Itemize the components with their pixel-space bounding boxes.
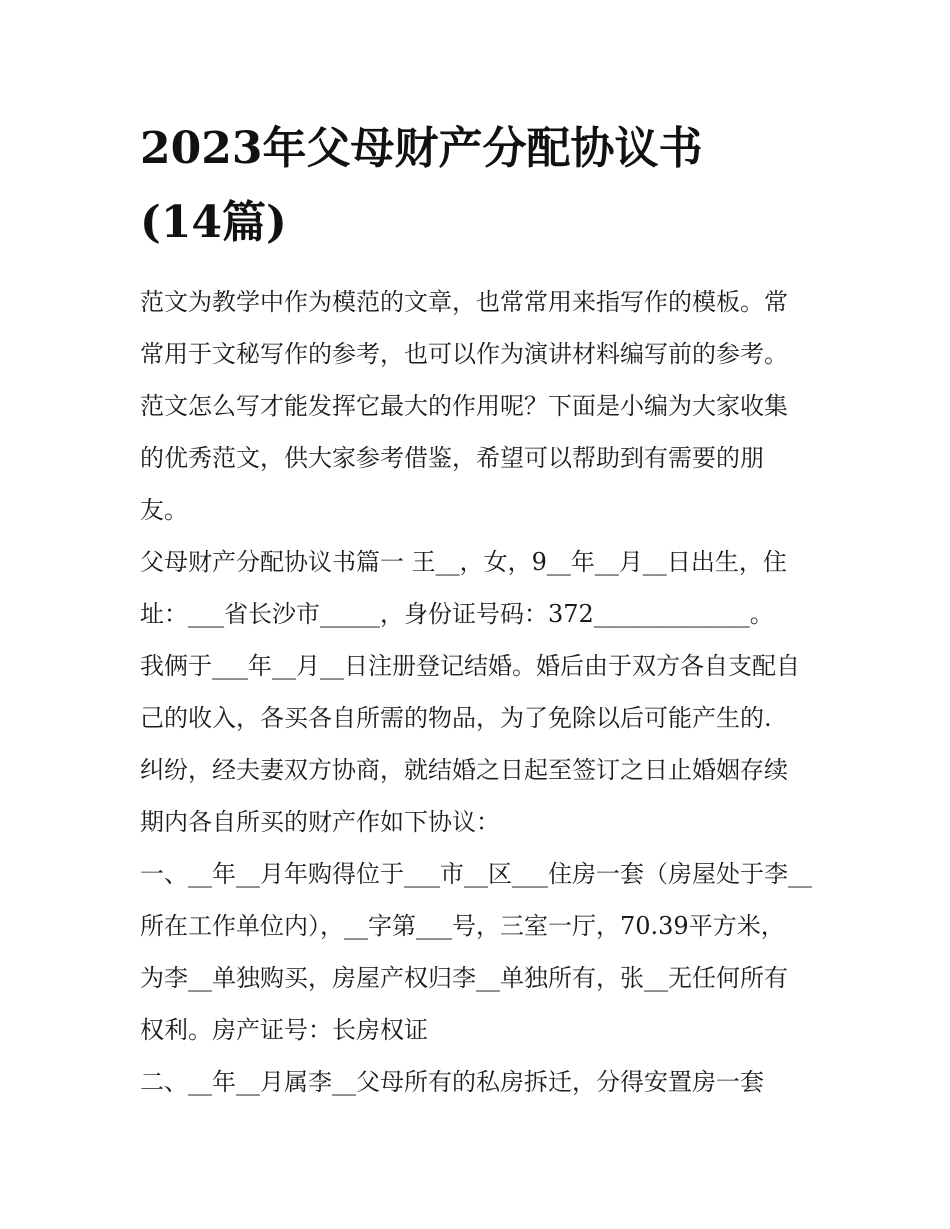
text-line: 所在工作单位内），__字第___号，三室一厅，70.39平方米， xyxy=(140,912,785,940)
text-line: 的优秀范文，供大家参考借鉴，希望可以帮助到有需要的朋 xyxy=(140,444,764,472)
text-line: 为李__单独购买，房屋产权归李__单独所有，张__无任何所有 xyxy=(140,964,788,992)
document-body xyxy=(140,276,820,1108)
text-line: 一、__年__月年购得位于___市__区___住房一套（房屋处于李__ xyxy=(140,860,812,888)
text-line: 父母财产分配协议书篇一 王__，女，9__年__月__日出生，住 xyxy=(140,548,787,576)
title-line-2: (14篇) xyxy=(140,197,287,248)
text-line: 常用于文秘写作的参考，也可以作为演讲材料编写前的参考。 xyxy=(140,340,788,368)
text-line: 己的收入，各买各自所需的物品，为了免除以后可能产生的. xyxy=(140,704,772,732)
text-line: 纠纷，经夫妻双方协商，就结婚之日起至签订之日止婚姻存续 xyxy=(140,756,788,784)
document-content xyxy=(140,112,820,1108)
text-line: 范文怎么写才能发挥它最大的作用呢？下面是小编为大家收集 xyxy=(140,392,788,420)
document-title xyxy=(140,112,820,260)
text-line: 权利。房产证号：长房权证 xyxy=(140,1016,428,1044)
text-line: 二、__年__月属李__父母所有的私房拆迁，分得安置房一套 xyxy=(140,1068,764,1096)
text-line: 我俩于___年__月__日注册登记结婚。婚后由于双方各自支配自 xyxy=(140,652,800,680)
text-line: 址：___省长沙市_____，身份证号码：372_____________。 xyxy=(140,600,774,628)
text-line: 友。 xyxy=(140,496,188,524)
title-line-1: 2023年父母财产分配协议书 xyxy=(140,123,703,174)
text-line: 范文为教学中作为模范的文章，也常常用来指写作的模板。常 xyxy=(140,288,788,316)
text-line: 期内各自所买的财产作如下协议： xyxy=(140,808,500,836)
